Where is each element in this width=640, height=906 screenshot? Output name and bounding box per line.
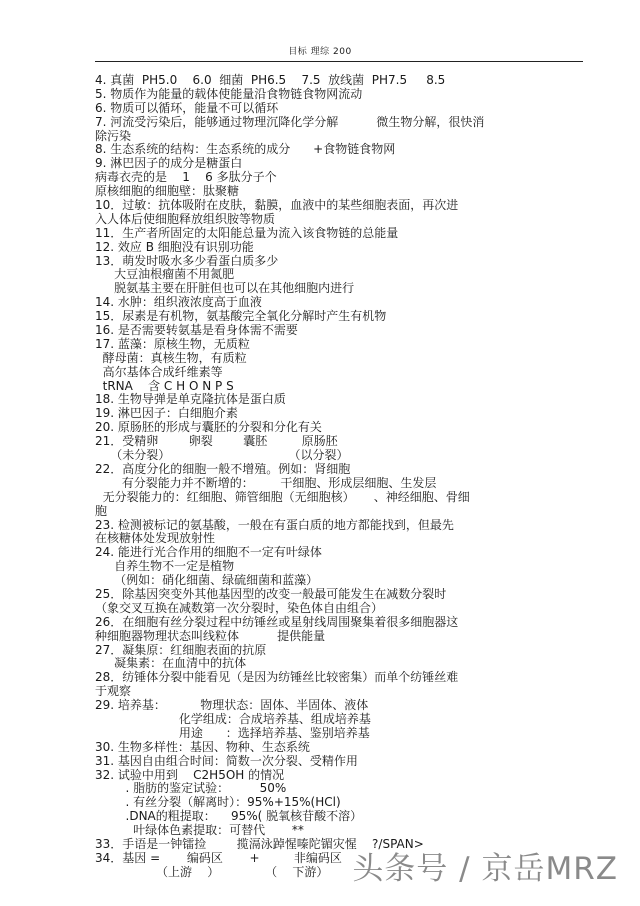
text-line: （上游 ） （ 下游） — [95, 864, 329, 879]
text-line: 自养生物不一定是植物 — [95, 559, 235, 574]
text-line: 20. 原肠胚的形成与囊胚的分裂和分化有关 — [95, 420, 322, 435]
text-line: 于观察 — [95, 684, 132, 699]
text-line: 9. 淋巴因子的成分是糖蛋白 — [95, 156, 243, 171]
text-line: 11．生产者所固定的太阳能总量为流入该食物链的总能量 — [95, 225, 399, 240]
text-line: 22．高度分化的细胞一般不增殖。例如：肾细胞 — [95, 461, 351, 476]
text-line: 12. 效应 B 细胞没有识别功能 — [95, 239, 254, 254]
text-line: 脱氨基主要在肝脏但也可以在其他细胞内进行 — [95, 281, 355, 296]
text-line: 8. 生态系统的结构：生态系统的成分 +食物链食物网 — [95, 142, 396, 157]
header-rule — [95, 61, 583, 62]
text-line: 大豆油根瘤菌不用氮肥 — [95, 267, 235, 282]
text-line: 凝集素：在血清中的抗体 — [95, 656, 247, 671]
text-line: 15．尿素是有机物，氨基酸完全氧化分解时产生有机物 — [95, 309, 387, 324]
text-line: . 脂肪的鉴定试验： 50% — [95, 781, 287, 796]
text-line: 4. 真菌 PH5.0 6.0 细菌 PH6.5 7.5 放线菌 PH7.5 8.5 — [95, 73, 446, 87]
text-line: 19. 淋巴因子：白细胞介素 — [95, 406, 238, 421]
text-line: 用途 ：选择培养基、鉴别培养基 — [95, 725, 370, 740]
text-line: 除污染 — [95, 128, 132, 143]
text-line: 32. 试验中用到 C2H5OH 的情况 — [95, 767, 285, 782]
text-line: 27．凝集原：红细胞表面的抗原 — [95, 642, 267, 657]
page-header: 目标 理综 200 — [288, 47, 352, 57]
text-line: 10．过敏：抗体吸附在皮肤，黏膜，血液中的某些细胞表面，再次进 — [95, 198, 459, 213]
text-line: 入人体后使细胞释放组织胺等物质 — [95, 211, 276, 226]
text-line: 30. 生物多样性：基因、物种、生态系统 — [95, 739, 310, 754]
text-line: 31. 基因自由组合时间：简数一次分裂、受精作用 — [95, 753, 358, 768]
text-line: . 有丝分裂（解离时）：95%+15%(HCl) — [95, 795, 341, 810]
text-line: 种细胞器物理状态叫线粒体 提供能量 — [95, 628, 326, 643]
document-body — [95, 74, 587, 880]
text-line: 病毒衣壳的是 1 6 多肽分子个 — [95, 170, 277, 185]
text-line: 化学组成：合成培养基、组成培养基 — [95, 711, 371, 726]
text-line: 23. 检测被标记的氨基酸，一般在有蛋白质的地方都能找到，但最先 — [95, 517, 454, 532]
text-line: （例如：硝化细菌、绿硫细菌和蓝藻） — [95, 573, 319, 588]
text-line: （象交叉互换在减数第一次分裂时，染色体自由组合） — [95, 600, 384, 615]
text-line: 叶绿体色素提取：可替代 ** — [95, 823, 304, 838]
text-line: 18. 生物导弹是单克隆抗体是蛋白质 — [95, 392, 286, 407]
text-line: 16. 是否需要转氨基是看身体需不需要 — [95, 323, 298, 338]
text-line: 有分裂能力并不断增的： 干细胞、形成层细胞、生发层 — [95, 475, 437, 490]
text-line: 6. 物质可以循环，能量不可以循环 — [95, 100, 279, 115]
text-line: 胞 — [95, 503, 108, 518]
text-line: 33．手语是一钟镭捡 揽滆泳踔惺嗪陀镅灾惺 ?/SPAN> — [95, 836, 424, 851]
text-line: 高尔基体合成纤维素等 — [95, 364, 223, 379]
text-line: 28．纺锤体分裂中能看见（是因为纺锤丝比较密集）而单个纺锤丝难 — [95, 670, 459, 685]
watermark: 头条号 / 京岳MRZ — [352, 851, 618, 887]
text-line: 21．受精卵 卵裂 囊胚 原肠胚 — [95, 434, 338, 449]
text-line: 17. 蓝藻：原核生物，无质粒 — [95, 336, 250, 351]
text-line: 5. 物质作为能量的载体使能量沿食物链食物网流动 — [95, 86, 363, 101]
text-line: 无分裂能力的：红细胞、筛管细胞（无细胞核） 、神经细胞、骨细 — [95, 489, 470, 504]
text-line: 13．萌发时吸水多少看蛋白质多少 — [95, 253, 279, 268]
text-line: 29. 培养基： 物理状态：固体、半固体、液体 — [95, 698, 369, 713]
text-line: 在核糖体处发现放射性 — [95, 531, 216, 546]
text-line: 25．除基因突变外其他基因型的改变一般最可能发生在减数分裂时 — [95, 586, 447, 601]
text-line: 7. 河流受污染后，能够通过物理沉降化学分解 微生物分解，很快消 — [95, 114, 485, 129]
text-line: 26．在细胞有丝分裂过程中纺锤丝或星射线周围聚集着很多细胞器这 — [95, 614, 459, 629]
text-line: 原核细胞的细胞壁：肽聚糖 — [95, 184, 240, 199]
text-line: 14. 水肿：组织液浓度高于血液 — [95, 295, 262, 310]
text-line: 34．基因 = 编码区 + 非编码区 — [95, 850, 342, 865]
text-line: （未分裂） （以分裂） — [95, 448, 349, 463]
text-line: .DNA的粗提取： 95%( 脱氧核苷酸不溶） — [95, 809, 363, 824]
text-line: tRNA 含 C H O N P S — [95, 378, 234, 393]
text-line: 酵母菌：真核生物，有质粒 — [95, 350, 247, 365]
text-line: 24. 能进行光合作用的细胞不一定有叶绿体 — [95, 545, 322, 560]
